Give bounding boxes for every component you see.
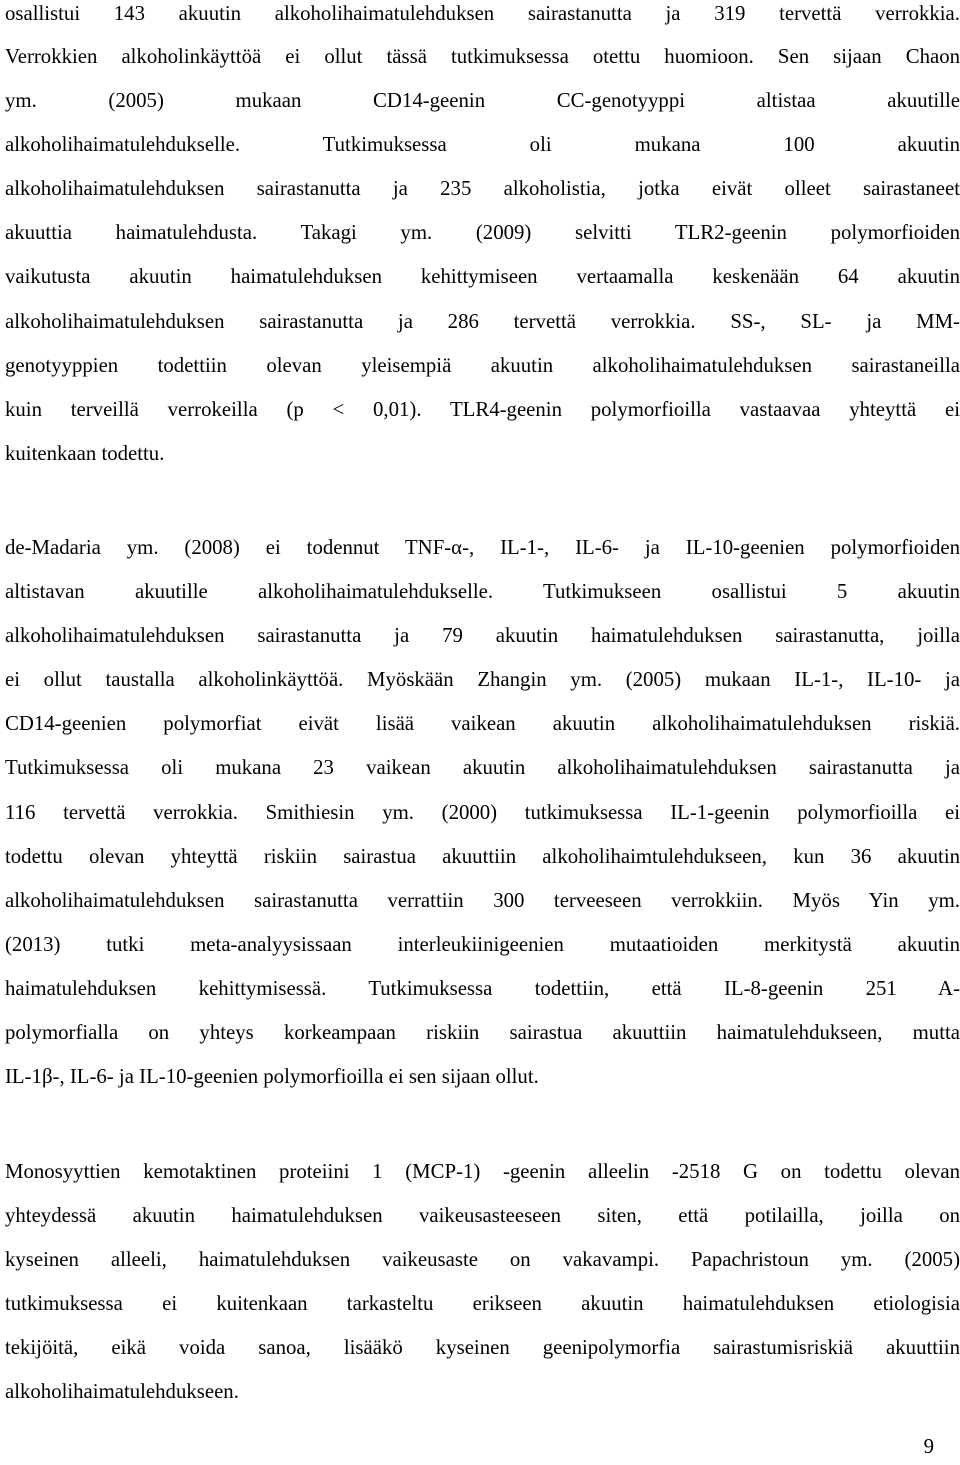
text-line: alkoholihaimatulehduksen sairastanutta ja 79 akuutin haimatulehduksen sairastanutta, joilla: [5, 624, 960, 647]
text-line: yhteydessä akuutin haimatulehduksen vaikeusasteeseen siten, että potilailla, joilla on: [5, 1204, 960, 1227]
text-line: akuuttia haimatulehdusta. Takagi ym. (2009) selvitti TLR2-geenin polymorfioiden: [5, 221, 960, 244]
text-line: alkoholihaimatulehdukselle. Tutkimuksessa oli mukana 100 akuutin: [5, 133, 960, 156]
text-line: tutkimuksessa ei kuitenkaan tarkasteltu erikseen akuutin haimatulehduksen etiologisia: [5, 1292, 960, 1315]
text-line: genotyyppien todettiin olevan yleisempiä akuutin alkoholihaimatulehduksen sairastaneilla: [5, 354, 960, 377]
text-line: alkoholihaimatulehduksen sairastanutta ja 286 tervettä verrokkia. SS-, SL- ja MM-: [5, 310, 960, 333]
text-line: kyseinen alleeli, haimatulehduksen vaikeusaste on vakavampi. Papachristoun ym. (2005): [5, 1248, 960, 1271]
text-line: haimatulehduksen kehittymisessä. Tutkimuksessa todettiin, että IL-8-geenin 251 A-: [5, 977, 960, 1000]
text-line: tekijöitä, eikä voida sanoa, lisääkö kyseinen geenipolymorfia sairastumisriskiä akuuttiin: [5, 1336, 960, 1359]
text-line: Tutkimuksessa oli mukana 23 vaikean akuutin alkoholihaimatulehduksen sairastanutta ja: [5, 756, 960, 779]
text-line: de-Madaria ym. (2008) ei todennut TNF-α-, IL-1-, IL-6- ja IL-10-geenien polymorfioiden: [5, 536, 960, 559]
text-line: alkoholihaimatulehdukseen.: [5, 1380, 239, 1403]
text-line: CD14-geenien polymorfiat eivät lisää vaikean akuutin alkoholihaimatulehduksen riskiä.: [5, 712, 960, 735]
text-line: ei ollut taustalla alkoholinkäyttöä. Myöskään Zhangin ym. (2005) mukaan IL-1-, IL-10- ja: [5, 668, 960, 691]
text-line: polymorfialla on yhteys korkeampaan riskiin sairastua akuuttiin haimatulehdukseen, mutta: [5, 1021, 960, 1044]
text-line: vaikutusta akuutin haimatulehduksen kehittymiseen vertaamalla keskenään 64 akuutin: [5, 265, 960, 288]
text-line: alkoholihaimatulehduksen sairastanutta ja 235 alkoholistia, jotka eivät olleet sairastaneet: [5, 177, 960, 200]
text-line: osallistui 143 akuutin alkoholihaimatulehduksen sairastanutta ja 319 tervettä verrokkia.: [5, 2, 960, 25]
text-line: alkoholihaimatulehduksen sairastanutta verrattiin 300 terveeseen verrokkiin. Myös Yin ym.: [5, 889, 960, 912]
text-line: Verrokkien alkoholinkäyttöä ei ollut tässä tutkimuksessa otettu huomioon. Sen sijaan Chaon: [5, 45, 960, 68]
text-line: ym. (2005) mukaan CD14-geenin CC-genotyyppi altistaa akuutille: [5, 89, 960, 112]
text-line: 116 tervettä verrokkia. Smithiesin ym. (2000) tutkimuksessa IL-1-geenin polymorfioilla ei: [5, 801, 960, 824]
text-line: todettu olevan yhteyttä riskiin sairastua akuuttiin alkoholihaimtulehdukseen, kun 36 akuutin: [5, 845, 960, 868]
text-line: IL-1β-, IL-6- ja IL-10-geenien polymorfioilla ei sen sijaan ollut.: [5, 1065, 539, 1088]
text-line: altistavan akuutille alkoholihaimatulehdukselle. Tutkimukseen osallistui 5 akuutin: [5, 580, 960, 603]
text-line: Monosyyttien kemotaktinen proteiini 1 (MCP-1) -geenin alleelin -2518 G on todettu olevan: [5, 1160, 960, 1183]
page-number: 9: [923, 1435, 934, 1458]
text-line: kuin terveillä verrokeilla (p < 0,01). TLR4-geenin polymorfioilla vastaavaa yhteyttä ei: [5, 398, 960, 421]
text-line: (2013) tutki meta-analyysissaan interleukiinigeenien mutaatioiden merkitystä akuutin: [5, 933, 960, 956]
text-line: kuitenkaan todettu.: [5, 442, 165, 465]
